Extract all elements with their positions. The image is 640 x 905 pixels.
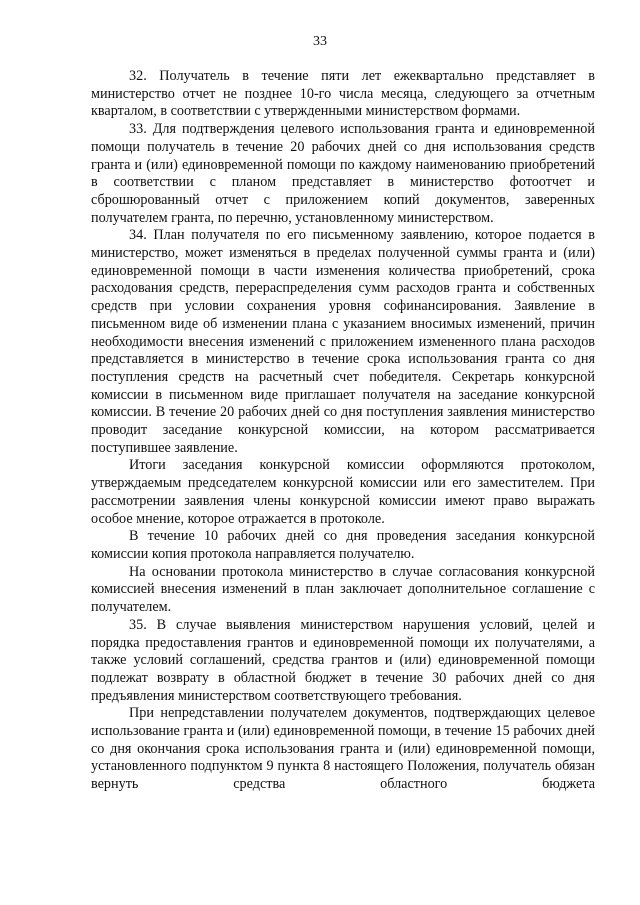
document-body bbox=[91, 68, 595, 794]
paragraph-34-agreement: На основании протокола министерство в случае согласования конкурсной комиссией внесения изменений в план заключает дополнительное соглашение с получателем. bbox=[91, 563, 595, 616]
paragraph-33: 33. Для подтверждения целевого использования гранта и единовременной помощи получатель в течение 20 рабочих дней со дня использования средств гранта и (или) единовременной помощи по каждому наименованию приобретений в соответствии с планом представляет в министерство фотоотчет и сброшюрованный отчет с приложением копий документов, заверенных получателем гранта, по перечню, установленному министерством. bbox=[91, 121, 595, 226]
paragraph-32: 32. Получатель в течение пяти лет ежеквартально представляет в министерство отчет не позднее 10-го числа месяца, следующего за отчетным кварталом, в соответствии с утвержденными министерством формами. bbox=[91, 68, 595, 120]
paragraph-35-nonsubmission: При непредставлении получателем документов, подтверждающих целевое использование гранта и (или) единовременной помощи, в течение 15 рабочих дней со дня окончания срока использования гранта и (или) единовременной помощи, установленного подпунктом 9 пункта 8 настоящего Положения, получатель обязан вернуть средства областного бюджета bbox=[91, 705, 595, 793]
page-number: 33 bbox=[313, 34, 327, 49]
paragraph-34-protocol-copy: В течение 10 рабочих дней со дня проведения заседания конкурсной комиссии копия протокола направляется получателю. bbox=[91, 528, 595, 562]
paragraph-35: 35. В случае выявления министерством нарушения условий, целей и порядка предоставления грантов и единовременной помощи их получателями, а также условий соглашений, средства грантов и (или) единовременной помощи подлежат возврату в областной бюджет в течение 30 рабочих дней со дня предъявления министерством соответствующего требования. bbox=[91, 616, 595, 704]
paragraph-34-results: Итоги заседания конкурсной комиссии оформляются протоколом, утверждаемым председателем конкурсной комиссии или его заместителем. При рассмотрении заявления члены конкурсной комиссии имеют право выражать особое мнение, которое отражается в протоколе. bbox=[91, 457, 595, 527]
paragraph-34: 34. План получателя по его письменному заявлению, которое подается в министерство, может изменяться в пределах полученной суммы гранта и (или) единовременной помощи в части изменения количества приобретений, срока расходования средств, перераспределения сумм расходов гранта и собственных средств при условии сохранения уровня софинансирования. Заявление в письменном виде об изменении плана с указанием вносимых изменений, причин необходимости внесения изменений с приложением измененного плана расходов представляется в министерство в течение срока использования гранта со дня поступления средств на расчетный счет победителя. Секретарь конкурсной комиссии в письменном виде приглашает получателя на заседание конкурсной комиссии. В течение 20 рабочих дней со дня поступления заявления министерство проводит заседание конкурсной комиссии, на котором рассматривается поступившее заявление. bbox=[91, 227, 595, 456]
